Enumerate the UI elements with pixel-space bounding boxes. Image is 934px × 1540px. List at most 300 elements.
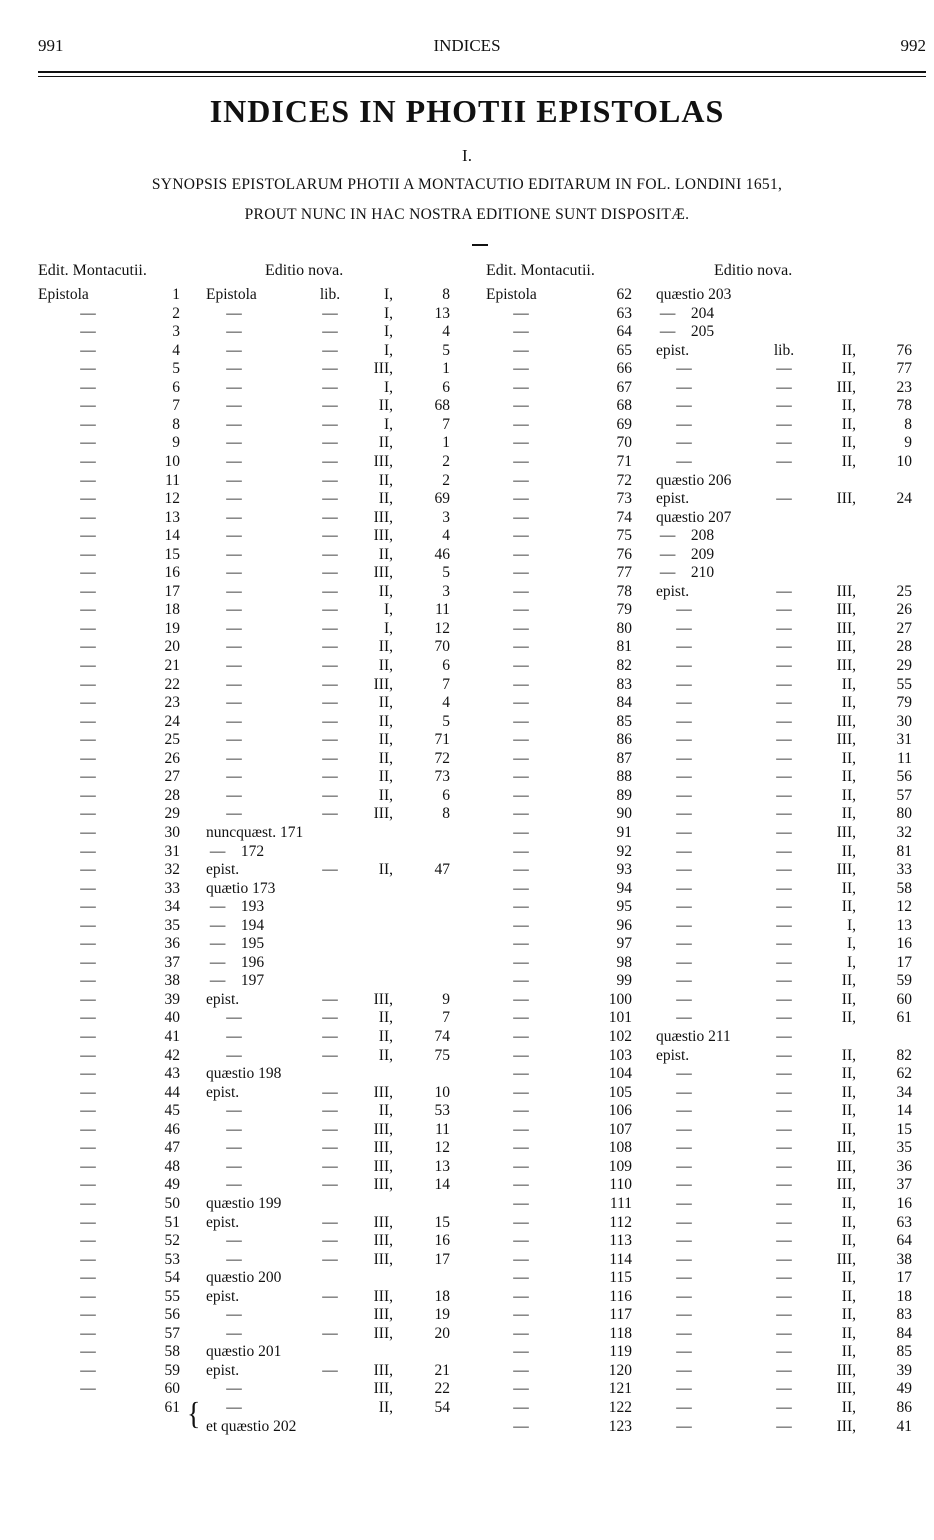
right-cell-a: — bbox=[513, 1361, 529, 1379]
right-cell-l: — bbox=[776, 842, 792, 860]
right-cell-n: 91 bbox=[616, 823, 632, 841]
right-cell-b: III, bbox=[836, 1176, 856, 1194]
left-cell-n: 46 bbox=[164, 1120, 180, 1138]
left-cell-a: — bbox=[80, 1120, 96, 1138]
right-cell-b: II, bbox=[841, 1306, 856, 1324]
right-cell-n: 105 bbox=[608, 1083, 632, 1101]
right-cell-l: — bbox=[776, 360, 792, 378]
right-cell-a: — bbox=[513, 1269, 529, 1287]
left-cell-n: 21 bbox=[164, 657, 180, 674]
left-header-nova: Editio nova. bbox=[265, 262, 344, 279]
left-cell-l: — bbox=[322, 1157, 338, 1175]
left-cell-b: I, bbox=[383, 378, 393, 396]
left-cell-l: — bbox=[322, 582, 338, 600]
left-cell-n: 22 bbox=[164, 675, 180, 693]
left-cell-t: — bbox=[226, 638, 242, 656]
right-cell-a: — bbox=[513, 805, 529, 823]
right-cell-e: 27 bbox=[896, 619, 912, 637]
left-cell-b: II, bbox=[378, 1028, 393, 1045]
left-cell-e: 4 bbox=[442, 323, 450, 341]
right-cell-t: — bbox=[676, 879, 692, 897]
right-cell-a: — bbox=[513, 1176, 529, 1194]
left-cell-l: — bbox=[322, 1120, 338, 1138]
right-cell-n: 77 bbox=[616, 564, 632, 582]
left-cell-b: I, bbox=[383, 619, 393, 637]
left-cell-a: — bbox=[80, 694, 96, 712]
left-cell-t: — bbox=[226, 341, 242, 359]
right-cell-b: II, bbox=[841, 1213, 856, 1231]
left-cell-t: epist. bbox=[206, 1287, 240, 1305]
left-cell-a: — bbox=[80, 1306, 96, 1324]
right-cell-e: 28 bbox=[896, 638, 912, 656]
right-cell-n: 88 bbox=[616, 768, 632, 786]
left-cell-e: 71 bbox=[434, 731, 450, 749]
left-cell-n: 3 bbox=[172, 323, 180, 341]
right-cell-n: 93 bbox=[616, 861, 632, 879]
right-cell-l: — bbox=[776, 972, 792, 990]
right-cell-e: 37 bbox=[896, 1176, 912, 1194]
left-cell-e: 19 bbox=[434, 1306, 450, 1324]
right-cell-t: — bbox=[676, 990, 692, 1008]
right-cell-a: — bbox=[513, 1028, 529, 1045]
right-cell-a: — bbox=[513, 1417, 529, 1435]
right-cell-l: — bbox=[776, 490, 792, 508]
right-cell-t: — bbox=[676, 768, 692, 786]
right-cell-a: — bbox=[513, 341, 529, 359]
right-cell-t: — bbox=[676, 1157, 692, 1175]
right-cell-a: — bbox=[513, 1399, 529, 1416]
left-cell-l: — bbox=[322, 323, 338, 341]
right-cell-e: 29 bbox=[896, 657, 912, 674]
right-cell-e: 14 bbox=[896, 1102, 912, 1120]
right-cell-a: — bbox=[513, 749, 529, 767]
left-cell-n: 40 bbox=[164, 1009, 180, 1027]
right-cell-n: 71 bbox=[616, 452, 632, 470]
left-cell-l: — bbox=[322, 1102, 338, 1120]
right-cell-l: — bbox=[776, 712, 792, 730]
right-cell-b: II, bbox=[841, 341, 856, 359]
left-cell-a: — bbox=[80, 601, 96, 619]
left-cell-l: — bbox=[322, 712, 338, 730]
left-cell-t: — bbox=[226, 508, 242, 526]
left-cell-e: 11 bbox=[435, 601, 450, 619]
left-cell-l: — bbox=[322, 1028, 338, 1045]
right-cell-a: — bbox=[513, 1306, 529, 1324]
left-cell-e: 7 bbox=[442, 675, 450, 693]
right-cell-e: 12 bbox=[896, 898, 912, 916]
left-cell-a: — bbox=[80, 953, 96, 971]
right-cell-t: epist. bbox=[656, 490, 690, 508]
right-cell-a: — bbox=[513, 898, 529, 916]
right-cell-t: — bbox=[676, 1120, 692, 1138]
right-cell-e: 26 bbox=[896, 601, 912, 619]
left-cell-a: — bbox=[80, 861, 96, 879]
right-cell-n: 109 bbox=[608, 1157, 632, 1175]
right-cell-t: — bbox=[676, 378, 692, 396]
left-cell-t: — bbox=[226, 582, 242, 600]
left-cell-b: III, bbox=[373, 675, 393, 693]
left-cell-t: — bbox=[226, 527, 242, 545]
right-cell-a: — bbox=[513, 1287, 529, 1305]
left-cell-b: II, bbox=[378, 1046, 393, 1064]
left-cell-e: 10 bbox=[434, 1083, 450, 1101]
right-cell-a: — bbox=[513, 953, 529, 971]
right-cell-a: — bbox=[513, 1324, 529, 1342]
right-cell-t: — bbox=[676, 861, 692, 879]
right-cell-a: — bbox=[513, 601, 529, 619]
left-cell-a: — bbox=[80, 657, 96, 674]
right-cell-t: — bbox=[676, 786, 692, 804]
left-cell-l: — bbox=[322, 1324, 338, 1342]
left-cell-a: — bbox=[80, 341, 96, 359]
left-cell-e: 8 bbox=[442, 286, 450, 303]
left-cell-e: 5 bbox=[442, 712, 450, 730]
right-cell-b: II, bbox=[841, 990, 856, 1008]
right-cell-e: 17 bbox=[896, 953, 912, 971]
left-cell-n: 13 bbox=[164, 508, 180, 526]
left-cell-n: 56 bbox=[164, 1306, 180, 1324]
right-cell-l: — bbox=[776, 1120, 792, 1138]
left-cell-b: II, bbox=[378, 861, 393, 879]
left-cell-t: — bbox=[226, 304, 242, 322]
left-cell-a: — bbox=[80, 898, 96, 916]
left-cell-t: — bbox=[226, 786, 242, 804]
right-cell-l: — bbox=[776, 823, 792, 841]
left-cell-b: I, bbox=[383, 601, 393, 619]
left-cell-e: 2 bbox=[442, 471, 450, 489]
right-cell-a: — bbox=[513, 323, 529, 341]
left-cell-l: — bbox=[322, 1250, 338, 1268]
left-cell-t: — bbox=[226, 545, 242, 563]
left-cell-t: — bbox=[226, 619, 242, 637]
left-cell-n: 41 bbox=[164, 1028, 180, 1045]
right-cell-n: 108 bbox=[608, 1139, 632, 1157]
left-cell-b: II, bbox=[378, 397, 393, 415]
right-cell-t: — bbox=[676, 731, 692, 749]
right-cell-t: — bbox=[676, 1324, 692, 1342]
right-cell-t: — 210 bbox=[656, 564, 715, 582]
right-cell-e: 62 bbox=[896, 1065, 912, 1083]
right-cell-n: 82 bbox=[616, 657, 632, 674]
left-cell-t: — bbox=[226, 694, 242, 712]
left-cell-t: — bbox=[226, 378, 242, 396]
left-cell-b: III, bbox=[373, 1120, 393, 1138]
right-cell-e: 18 bbox=[896, 1287, 912, 1305]
right-cell-a: Epistola bbox=[486, 286, 537, 303]
left-cell-n: 19 bbox=[164, 619, 180, 637]
right-cell-t: — bbox=[676, 1380, 692, 1398]
left-cell-b: I, bbox=[383, 415, 393, 433]
left-cell-l: — bbox=[322, 564, 338, 582]
right-cell-n: 72 bbox=[616, 471, 632, 489]
left-cell-n: 14 bbox=[164, 527, 180, 545]
left-cell-l: — bbox=[322, 341, 338, 359]
right-cell-a: — bbox=[513, 1250, 529, 1268]
right-cell-b: II, bbox=[841, 1232, 856, 1250]
left-cell-a: — bbox=[80, 304, 96, 322]
right-cell-a: — bbox=[513, 1380, 529, 1398]
left-cell-t: quætio 173 bbox=[206, 879, 276, 897]
left-cell-b: II, bbox=[378, 786, 393, 804]
right-cell-t: — bbox=[676, 694, 692, 712]
right-cell-b: III, bbox=[836, 1417, 856, 1435]
right-cell-n: 94 bbox=[616, 879, 632, 897]
left-cell-b: I, bbox=[383, 286, 393, 303]
left-cell-l: — bbox=[322, 1083, 338, 1101]
right-cell-a: — bbox=[513, 1046, 529, 1064]
left-cell-a: — bbox=[80, 1380, 96, 1398]
left-cell-e: 3 bbox=[442, 582, 450, 600]
right-cell-e: 31 bbox=[896, 731, 912, 749]
right-cell-n: 121 bbox=[608, 1380, 632, 1398]
left-cell-a: — bbox=[80, 564, 96, 582]
right-cell-n: 74 bbox=[616, 508, 632, 526]
right-cell-l: — bbox=[776, 1157, 792, 1175]
right-cell-t: — bbox=[676, 1139, 692, 1157]
left-cell-a: — bbox=[80, 1028, 96, 1045]
right-cell-t: — bbox=[676, 898, 692, 916]
left-cell-b: III, bbox=[373, 452, 393, 470]
right-header-edit: Edit. Montacutii. bbox=[486, 262, 595, 279]
right-cell-n: 63 bbox=[616, 304, 632, 322]
left-cell-e: 6 bbox=[442, 378, 450, 396]
right-cell-e: 33 bbox=[896, 861, 912, 879]
right-cell-l: — bbox=[776, 1232, 792, 1250]
left-cell-l: — bbox=[322, 1287, 338, 1305]
right-cell-n: 102 bbox=[608, 1028, 632, 1045]
left-cell-b: II, bbox=[378, 749, 393, 767]
left-cell-t: — 193 bbox=[206, 898, 265, 916]
right-cell-l: — bbox=[776, 1046, 792, 1064]
right-cell-l: — bbox=[776, 1250, 792, 1268]
right-cell-b: II, bbox=[841, 694, 856, 712]
right-cell-n: 90 bbox=[616, 805, 632, 823]
right-cell-e: 30 bbox=[896, 712, 912, 730]
right-cell-t: quæstio 207 bbox=[656, 508, 732, 526]
page-number-left: 991 bbox=[38, 36, 64, 55]
left-cell-n: 49 bbox=[164, 1176, 180, 1194]
left-cell-b: II, bbox=[378, 712, 393, 730]
left-cell-l: — bbox=[322, 1139, 338, 1157]
right-cell-l: — bbox=[776, 638, 792, 656]
right-cell-a: — bbox=[513, 1065, 529, 1083]
right-cell-l: — bbox=[776, 1417, 792, 1435]
right-cell-e: 57 bbox=[896, 786, 912, 804]
right-cell-a: — bbox=[513, 545, 529, 563]
right-cell-b: II, bbox=[841, 434, 856, 452]
right-cell-t: — bbox=[676, 415, 692, 433]
left-cell-n: 54 bbox=[164, 1269, 180, 1287]
left-cell-t: — bbox=[226, 1176, 242, 1194]
right-cell-n: 64 bbox=[616, 323, 632, 341]
left-cell-a: — bbox=[80, 749, 96, 767]
right-cell-b: III, bbox=[836, 490, 856, 508]
right-cell-l: — bbox=[776, 694, 792, 712]
left-cell-a: — bbox=[80, 471, 96, 489]
right-cell-t: — bbox=[676, 1343, 692, 1361]
right-cell-b: II, bbox=[841, 415, 856, 433]
right-cell-l: — bbox=[776, 898, 792, 916]
left-cell-t: et quæstio 202 bbox=[206, 1417, 297, 1435]
left-cell-e: 70 bbox=[434, 638, 450, 656]
right-cell-a: — bbox=[513, 360, 529, 378]
right-cell-l: — bbox=[776, 768, 792, 786]
left-cell-b: III, bbox=[373, 564, 393, 582]
left-cell-n: 44 bbox=[164, 1083, 180, 1101]
right-cell-t: — bbox=[676, 434, 692, 452]
right-cell-n: 123 bbox=[608, 1417, 632, 1435]
right-cell-e: 25 bbox=[896, 582, 912, 600]
right-cell-n: 89 bbox=[616, 786, 632, 804]
right-cell-b: II, bbox=[841, 1046, 856, 1064]
left-cell-a: — bbox=[80, 768, 96, 786]
right-cell-b: III, bbox=[836, 861, 856, 879]
right-cell-e: 79 bbox=[896, 694, 912, 712]
left-cell-e: 3 bbox=[442, 508, 450, 526]
left-cell-t: epist. bbox=[206, 1213, 240, 1231]
right-cell-b: II, bbox=[841, 1009, 856, 1027]
left-cell-n: 32 bbox=[164, 861, 180, 879]
right-cell-b: II, bbox=[841, 972, 856, 990]
right-cell-b: II, bbox=[841, 1065, 856, 1083]
left-cell-l: — bbox=[322, 694, 338, 712]
right-cell-e: 16 bbox=[896, 1194, 912, 1212]
right-cell-t: — bbox=[676, 619, 692, 637]
left-cell-t: — 194 bbox=[206, 916, 265, 934]
left-cell-t: — bbox=[226, 601, 242, 619]
left-cell-t: quæstio 201 bbox=[206, 1343, 282, 1361]
right-cell-l: — bbox=[776, 1287, 792, 1305]
left-cell-n: 18 bbox=[164, 601, 180, 619]
left-cell-l: — bbox=[322, 545, 338, 563]
right-cell-l: — bbox=[776, 1139, 792, 1157]
right-cell-e: 59 bbox=[896, 972, 912, 990]
right-cell-n: 98 bbox=[616, 953, 632, 971]
left-cell-b: III, bbox=[373, 805, 393, 823]
left-cell-n: 31 bbox=[164, 842, 180, 860]
right-cell-b: III, bbox=[836, 657, 856, 674]
left-cell-t: — bbox=[226, 1102, 242, 1120]
left-cell-t: — bbox=[226, 768, 242, 786]
left-cell-t: — bbox=[226, 1028, 242, 1045]
left-cell-a: — bbox=[80, 842, 96, 860]
right-cell-b: III, bbox=[836, 1157, 856, 1175]
right-cell-a: — bbox=[513, 415, 529, 433]
right-cell-n: 112 bbox=[609, 1213, 632, 1231]
right-cell-n: 106 bbox=[608, 1102, 632, 1120]
left-cell-l: — bbox=[322, 527, 338, 545]
left-cell-t: — bbox=[226, 1157, 242, 1175]
right-cell-e: 41 bbox=[896, 1417, 912, 1435]
left-cell-a: — bbox=[80, 545, 96, 563]
right-cell-l: — bbox=[776, 1269, 792, 1287]
right-cell-n: 100 bbox=[608, 990, 632, 1008]
left-cell-n: 11 bbox=[165, 471, 180, 489]
right-cell-e: 78 bbox=[896, 397, 912, 415]
right-cell-n: 80 bbox=[616, 619, 632, 637]
left-cell-n: 23 bbox=[164, 694, 180, 712]
left-cell-e: 69 bbox=[434, 490, 450, 508]
brace-mark: { bbox=[187, 1396, 201, 1433]
left-cell-e: 11 bbox=[435, 1120, 450, 1138]
left-cell-a: — bbox=[80, 1065, 96, 1083]
left-cell-t: — bbox=[226, 1306, 242, 1324]
left-cell-b: III, bbox=[373, 1176, 393, 1194]
left-cell-n: 52 bbox=[164, 1232, 180, 1250]
right-cell-a: — bbox=[513, 508, 529, 526]
page-title: INDICES IN PHOTII EPISTOLAS bbox=[209, 93, 725, 129]
left-cell-e: 72 bbox=[434, 749, 450, 767]
right-cell-a: — bbox=[513, 1157, 529, 1175]
left-cell-t: — bbox=[226, 805, 242, 823]
right-cell-n: 104 bbox=[608, 1065, 632, 1083]
left-cell-l: — bbox=[322, 1176, 338, 1194]
left-cell-b: III, bbox=[373, 508, 393, 526]
header-rule-thick bbox=[38, 71, 926, 73]
right-cell-e: 60 bbox=[896, 990, 912, 1008]
right-cell-t: — bbox=[676, 657, 692, 674]
right-cell-e: 63 bbox=[896, 1213, 912, 1231]
right-cell-b: II, bbox=[841, 1287, 856, 1305]
left-cell-l: — bbox=[322, 434, 338, 452]
left-cell-b: III, bbox=[373, 1083, 393, 1101]
right-cell-a: — bbox=[513, 1232, 529, 1250]
right-cell-t: — bbox=[676, 1009, 692, 1027]
right-cell-b: II, bbox=[841, 1343, 856, 1361]
right-cell-l: — bbox=[776, 675, 792, 693]
right-cell-b: II, bbox=[841, 1083, 856, 1101]
right-cell-a: — bbox=[513, 675, 529, 693]
left-cell-n: 51 bbox=[164, 1213, 180, 1231]
left-cell-t: — bbox=[226, 1250, 242, 1268]
right-cell-a: — bbox=[513, 879, 529, 897]
right-cell-l: — bbox=[776, 619, 792, 637]
right-cell-l: — bbox=[776, 731, 792, 749]
left-cell-n: 60 bbox=[164, 1380, 180, 1398]
right-cell-n: 86 bbox=[616, 731, 632, 749]
left-cell-n: 7 bbox=[172, 397, 180, 415]
left-cell-l: — bbox=[322, 508, 338, 526]
left-cell-a: — bbox=[80, 323, 96, 341]
right-cell-t: — bbox=[676, 1194, 692, 1212]
right-cell-t: — bbox=[676, 1306, 692, 1324]
right-cell-l: — bbox=[776, 1194, 792, 1212]
left-cell-a: — bbox=[80, 1232, 96, 1250]
left-cell-b: I, bbox=[383, 323, 393, 341]
left-cell-l: — bbox=[322, 749, 338, 767]
left-cell-e: 75 bbox=[434, 1046, 450, 1064]
right-cell-a: — bbox=[513, 1139, 529, 1157]
left-cell-n: 45 bbox=[164, 1102, 180, 1120]
left-cell-e: 17 bbox=[434, 1250, 450, 1268]
right-cell-n: 87 bbox=[616, 749, 632, 767]
right-cell-t: — bbox=[676, 1083, 692, 1101]
left-cell-b: III, bbox=[373, 1324, 393, 1342]
right-cell-e: 81 bbox=[896, 842, 912, 860]
right-cell-t: — 209 bbox=[656, 545, 715, 563]
right-cell-n: 116 bbox=[609, 1287, 632, 1305]
left-cell-b: II, bbox=[378, 1009, 393, 1027]
left-cell-n: 50 bbox=[164, 1194, 180, 1212]
left-cell-n: 27 bbox=[164, 768, 180, 786]
left-cell-t: — 195 bbox=[206, 935, 265, 953]
right-cell-n: 103 bbox=[608, 1046, 632, 1064]
right-cell-b: III, bbox=[836, 731, 856, 749]
left-cell-e: 12 bbox=[434, 619, 450, 637]
left-cell-t: — bbox=[226, 1232, 242, 1250]
right-cell-a: — bbox=[513, 935, 529, 953]
left-cell-n: 28 bbox=[164, 786, 180, 804]
